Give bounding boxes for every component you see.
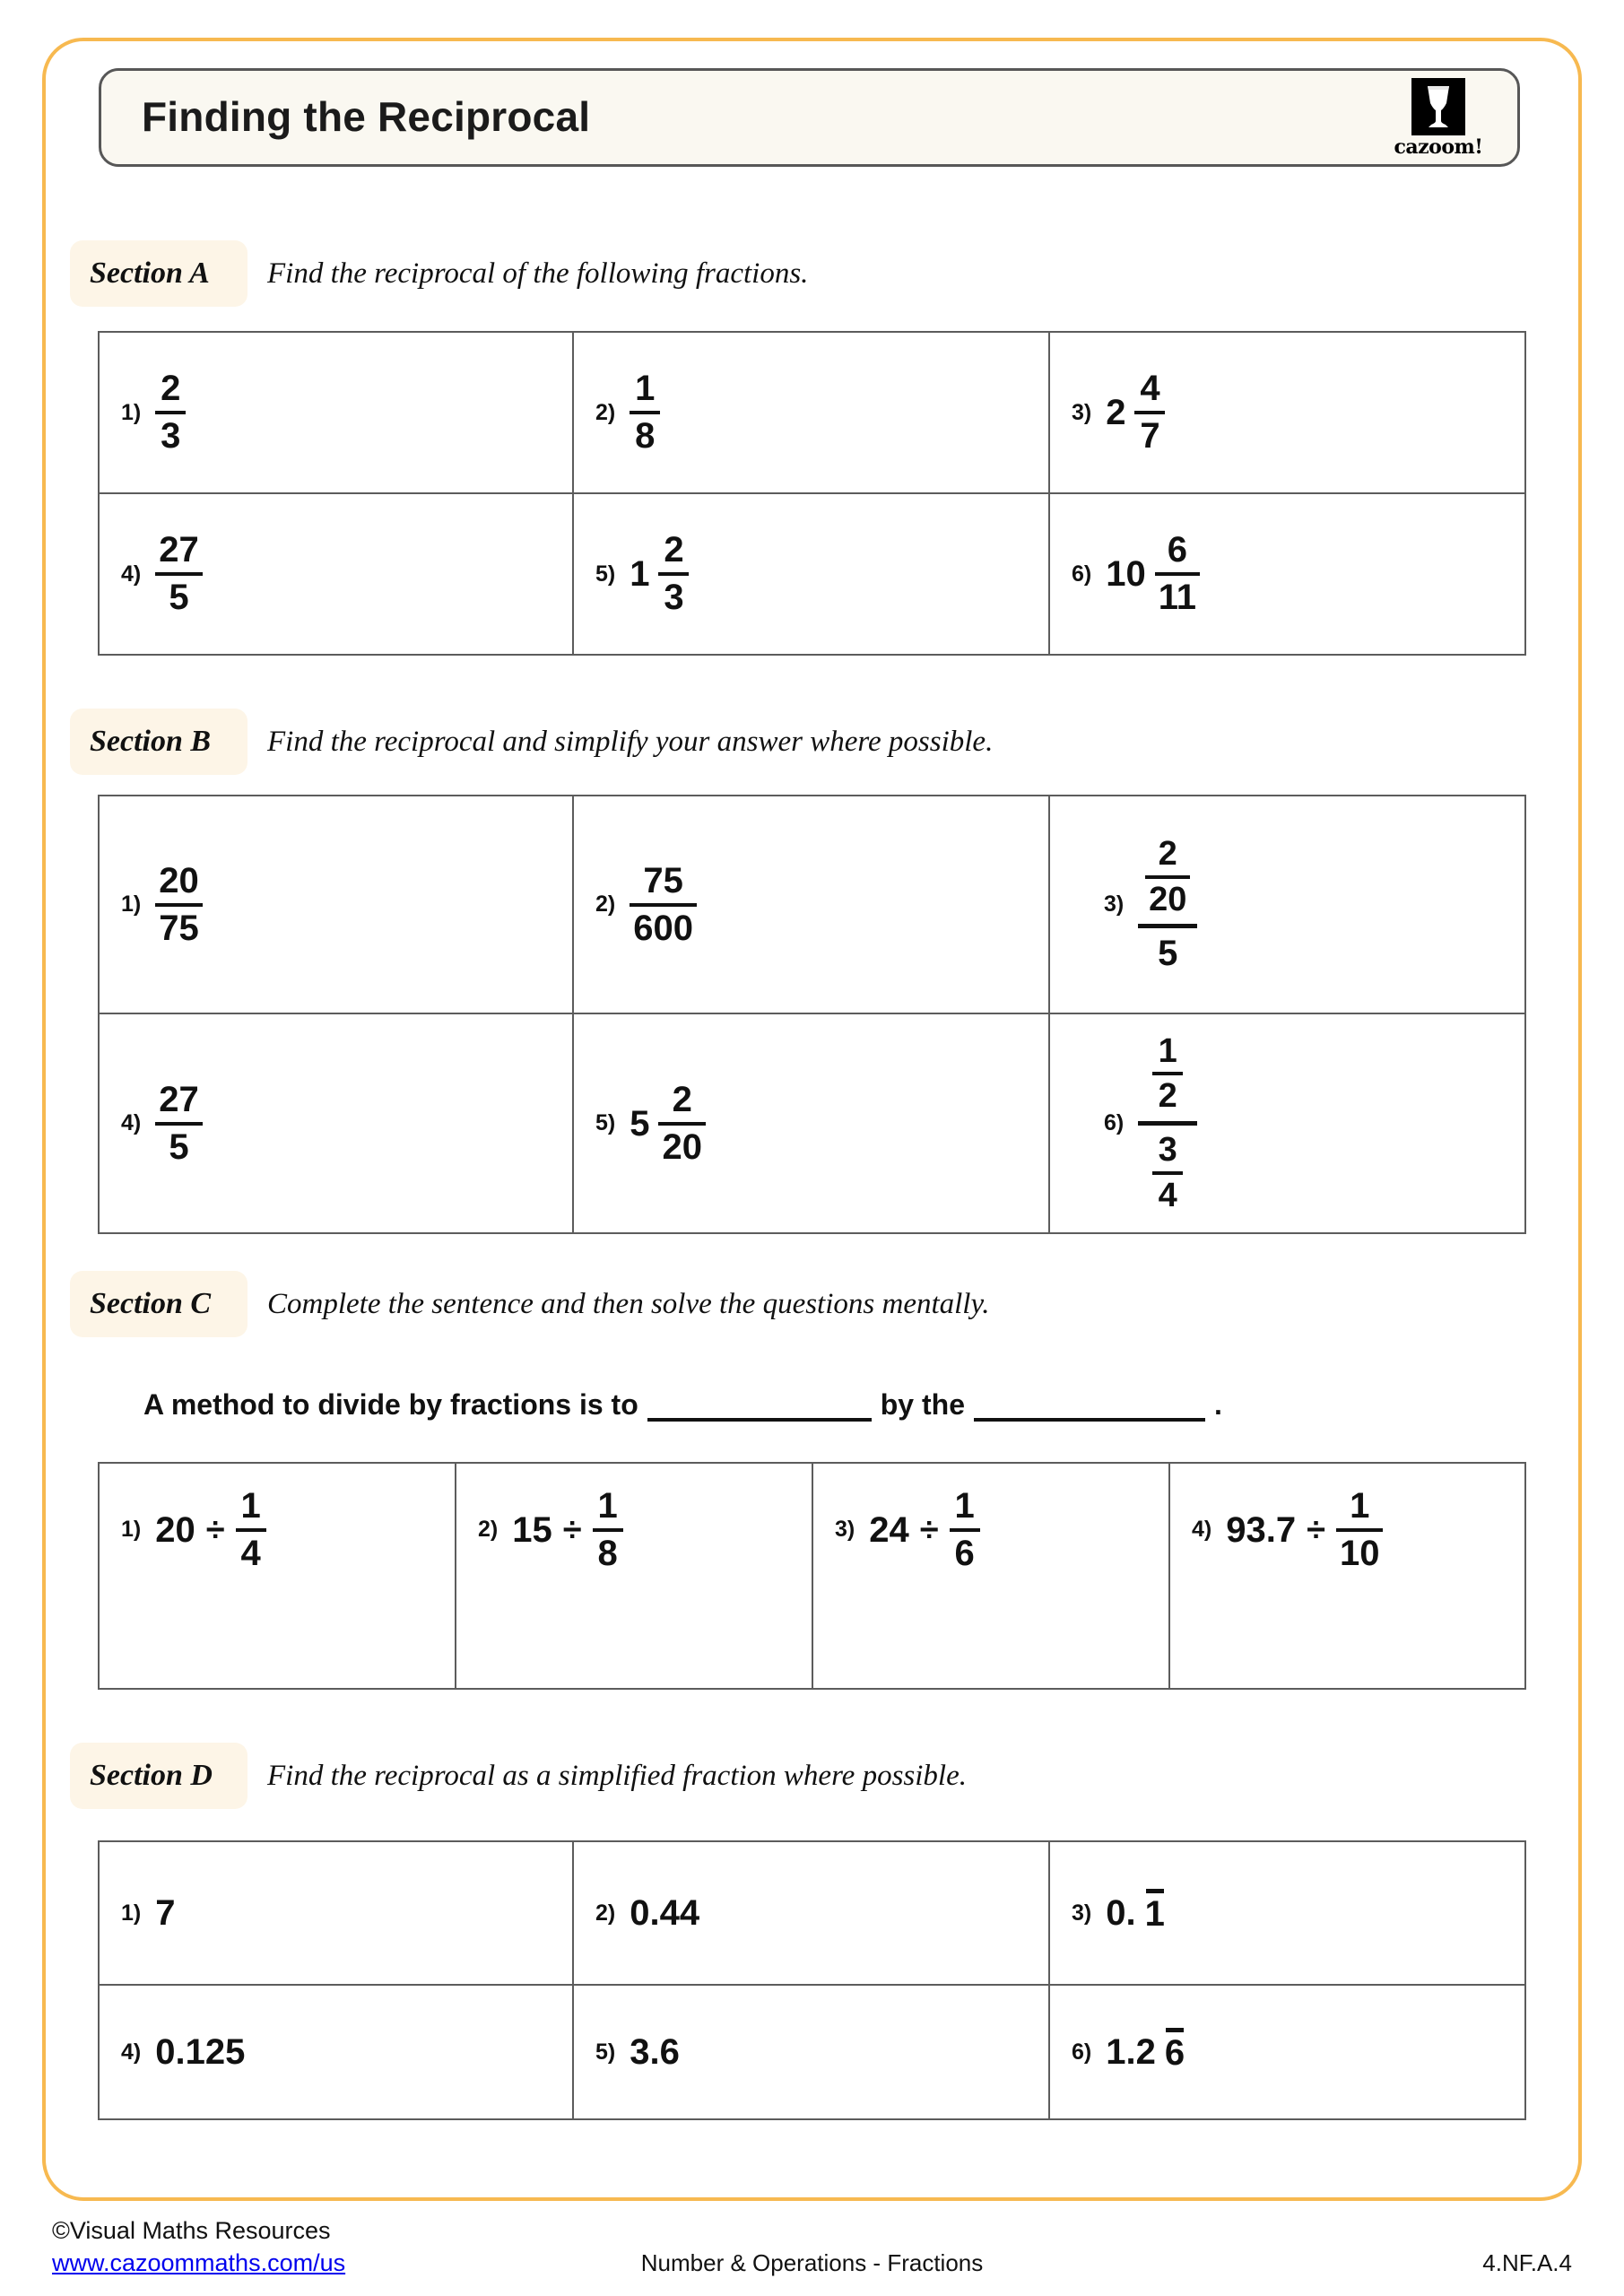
question-cell-a2[interactable] bbox=[573, 332, 1049, 493]
question-cell-d5[interactable] bbox=[573, 1985, 1049, 2119]
repeating-decimal-digits: 1 bbox=[1144, 1894, 1165, 1934]
page-footer bbox=[0, 2215, 1624, 2292]
fraction: $\frac{75}{600}$ bbox=[630, 862, 697, 948]
question-number: 3) bbox=[1072, 399, 1092, 425]
question-cell-c3[interactable] bbox=[812, 1463, 1169, 1689]
section-chip-c bbox=[70, 1271, 248, 1337]
title-banner bbox=[99, 68, 1520, 167]
whole-number: 15 bbox=[512, 1509, 552, 1550]
division-operator: ÷ bbox=[205, 1510, 225, 1549]
question-cell-d1[interactable] bbox=[99, 1841, 573, 1985]
question-expression bbox=[630, 1895, 699, 1931]
section-description-b: Find the reciprocal and simplify your answer where possible. bbox=[267, 725, 994, 758]
question-expression bbox=[155, 2034, 245, 2070]
fraction-bar bbox=[155, 411, 186, 414]
division-operator: ÷ bbox=[562, 1510, 582, 1549]
decimal-value-prefix: 1.2 bbox=[1106, 2032, 1156, 2072]
section-b-table bbox=[98, 795, 1526, 1234]
whole-number: 10 bbox=[1106, 554, 1146, 594]
question-expression bbox=[630, 2034, 680, 2070]
table-row bbox=[99, 493, 1525, 655]
footer-website-link[interactable]: www.cazoommaths.com/us bbox=[52, 2248, 346, 2276]
question-number: 1) bbox=[121, 891, 142, 917]
complex-fraction bbox=[1138, 1033, 1197, 1214]
section-chip-b bbox=[70, 709, 248, 775]
fraction: $\frac{2}{3}$ bbox=[155, 370, 186, 456]
question-number: 3) bbox=[835, 1517, 855, 1543]
question-number: 5) bbox=[595, 2039, 616, 2065]
fraction-bar bbox=[950, 1528, 980, 1532]
question-cell-a6[interactable] bbox=[1049, 493, 1525, 655]
question-expression bbox=[155, 862, 203, 948]
section-label-c: Section C bbox=[90, 1287, 212, 1320]
section-header-d bbox=[70, 1743, 967, 1809]
question-number: 1) bbox=[121, 1517, 142, 1543]
whole-number: 5 bbox=[630, 1103, 650, 1144]
footer-topic: Number & Operations - Fractions bbox=[640, 2249, 984, 2276]
sentence-part-2: by the bbox=[880, 1388, 965, 1421]
question-cell-b3[interactable] bbox=[1049, 796, 1525, 1013]
division-operator: ÷ bbox=[919, 1510, 939, 1549]
sentence-blank-2[interactable] bbox=[974, 1395, 1205, 1422]
section-description-c: Complete the sentence and then solve the questions mentally. bbox=[267, 1287, 990, 1320]
question-number: 5) bbox=[595, 561, 616, 587]
section-header-c bbox=[70, 1271, 990, 1337]
fraction-bar bbox=[236, 1528, 266, 1532]
section-chip-a bbox=[70, 240, 248, 307]
question-number: 6) bbox=[1072, 561, 1092, 587]
question-expression bbox=[155, 370, 186, 456]
fraction: $\frac{2}{20}$ bbox=[658, 1081, 706, 1167]
question-cell-c2[interactable] bbox=[456, 1463, 812, 1689]
whole-number: 20 bbox=[155, 1509, 195, 1550]
section-a-table bbox=[98, 331, 1526, 656]
question-cell-b6[interactable] bbox=[1049, 1013, 1525, 1233]
fraction: $\frac{1}{8}$ bbox=[630, 370, 660, 456]
footer-copyright: ©Visual Maths Resources bbox=[52, 2217, 331, 2244]
fraction-bar bbox=[155, 903, 203, 907]
question-number: 2) bbox=[478, 1517, 499, 1543]
cazoom-goblet-icon bbox=[1411, 78, 1465, 135]
decimal-value: 3.6 bbox=[630, 2032, 680, 2072]
fraction-bar bbox=[658, 572, 689, 576]
fraction-denominator-stack: $\frac{3}{4}$ bbox=[1152, 1132, 1183, 1214]
division-operator: ÷ bbox=[1307, 1510, 1325, 1549]
sentence-blank-1[interactable] bbox=[647, 1395, 872, 1422]
question-expression bbox=[512, 1487, 622, 1573]
question-cell-d4[interactable] bbox=[99, 1985, 573, 2119]
question-number: 3) bbox=[1104, 891, 1125, 917]
fraction: $\frac{1}{10}$ bbox=[1336, 1487, 1384, 1573]
question-number: 2) bbox=[595, 399, 616, 425]
fraction-bar bbox=[1155, 572, 1200, 576]
section-c-table bbox=[98, 1462, 1526, 1690]
sentence-part-3: . bbox=[1213, 1388, 1222, 1421]
question-expression bbox=[155, 1081, 203, 1167]
question-expression bbox=[155, 531, 203, 617]
question-number: 6) bbox=[1072, 2039, 1092, 2065]
sentence-part-1: A method to divide by fractions is to bbox=[143, 1388, 638, 1421]
fraction-bar bbox=[593, 1528, 623, 1532]
section-label-d: Section D bbox=[90, 1759, 213, 1792]
fraction-bar bbox=[658, 1122, 706, 1126]
table-row bbox=[99, 1463, 1525, 1689]
section-label-a: Section A bbox=[90, 257, 210, 290]
fraction-bar bbox=[1152, 1072, 1183, 1075]
decimal-value: 0.44 bbox=[630, 1893, 700, 1933]
fraction-bar bbox=[1145, 875, 1190, 879]
question-number: 1) bbox=[121, 1900, 142, 1926]
question-expression bbox=[1106, 370, 1165, 456]
question-expression bbox=[1106, 1894, 1165, 1932]
fraction-bar bbox=[630, 411, 660, 414]
question-number: 4) bbox=[121, 1110, 142, 1135]
question-expression bbox=[630, 862, 697, 948]
question-cell-d2[interactable] bbox=[573, 1841, 1049, 1985]
fraction-bar bbox=[630, 903, 697, 907]
section-d-table bbox=[98, 1840, 1526, 2120]
question-expression bbox=[155, 1895, 175, 1931]
question-number: 4) bbox=[1192, 1517, 1212, 1543]
brand-wordmark: cazoom! bbox=[1394, 135, 1483, 159]
brand-logo bbox=[1385, 78, 1492, 157]
question-number: 4) bbox=[121, 2039, 142, 2065]
fraction-numerator-stack: $\frac{2}{20}$ bbox=[1145, 836, 1190, 918]
question-cell-b2[interactable] bbox=[573, 796, 1049, 1013]
question-expression bbox=[1106, 2033, 1185, 2071]
section-header-a bbox=[70, 240, 808, 307]
question-cell-b5[interactable] bbox=[573, 1013, 1049, 1233]
decimal-value-prefix: 0. bbox=[1106, 1893, 1136, 1933]
fraction-bar bbox=[155, 572, 203, 576]
question-cell-c4[interactable] bbox=[1169, 1463, 1525, 1689]
table-row bbox=[99, 796, 1525, 1013]
question-number: 6) bbox=[1104, 1110, 1125, 1135]
question-expression bbox=[630, 531, 689, 617]
fraction-bar bbox=[1336, 1528, 1384, 1532]
question-cell-d6[interactable] bbox=[1049, 1985, 1525, 2119]
complex-fraction-bar bbox=[1138, 924, 1197, 928]
decimal-value: 7 bbox=[155, 1893, 176, 1933]
question-expression bbox=[1106, 531, 1200, 617]
question-cell-a4[interactable] bbox=[99, 493, 573, 655]
question-expression bbox=[1138, 1033, 1197, 1214]
fraction: $\frac{1}{6}$ bbox=[950, 1487, 980, 1573]
table-row bbox=[99, 1013, 1525, 1233]
whole-number: 93.7 bbox=[1226, 1509, 1297, 1550]
whole-number: 24 bbox=[869, 1509, 909, 1550]
fraction-bar bbox=[1152, 1171, 1183, 1175]
fraction: $\frac{1}{4}$ bbox=[236, 1487, 266, 1573]
section-header-b bbox=[70, 709, 993, 775]
section-description-d: Find the reciprocal as a simplified fraction where possible. bbox=[267, 1759, 967, 1792]
question-number: 1) bbox=[121, 399, 142, 425]
fraction: $\frac{6}{11}$ bbox=[1155, 531, 1200, 617]
section-chip-d bbox=[70, 1743, 248, 1809]
table-row bbox=[99, 332, 1525, 493]
question-cell-d3[interactable] bbox=[1049, 1841, 1525, 1985]
question-cell-a3[interactable] bbox=[1049, 332, 1525, 493]
complex-fraction-bar bbox=[1138, 1121, 1197, 1126]
fraction: $\frac{27}{5}$ bbox=[155, 1081, 203, 1167]
question-number: 5) bbox=[595, 1110, 616, 1135]
question-expression bbox=[869, 1487, 979, 1573]
table-row bbox=[99, 1841, 1525, 1985]
section-label-b: Section B bbox=[90, 725, 212, 758]
question-expression bbox=[155, 1487, 265, 1573]
fraction-denominator-value: 5 bbox=[1158, 934, 1178, 974]
complex-fraction bbox=[1138, 836, 1197, 973]
fraction: $\frac{20}{75}$ bbox=[155, 862, 203, 948]
whole-number: 2 bbox=[1106, 393, 1126, 432]
fill-in-the-blank-sentence bbox=[143, 1388, 1222, 1422]
question-cell-b4[interactable] bbox=[99, 1013, 573, 1233]
question-expression bbox=[1226, 1487, 1383, 1573]
fraction: $\frac{1}{8}$ bbox=[593, 1487, 623, 1573]
table-row bbox=[99, 1985, 1525, 2119]
fraction-bar bbox=[1134, 411, 1165, 414]
section-description-a: Find the reciprocal of the following fractions. bbox=[267, 257, 809, 290]
question-number: 2) bbox=[595, 891, 616, 917]
question-cell-a5[interactable] bbox=[573, 493, 1049, 655]
fraction: $\frac{2}{3}$ bbox=[658, 531, 689, 617]
decimal-value: 0.125 bbox=[155, 2032, 246, 2072]
question-number: 3) bbox=[1072, 1900, 1092, 1926]
page-title: Finding the Reciprocal bbox=[142, 92, 591, 140]
fraction-bar bbox=[155, 1122, 203, 1126]
question-cell-c1[interactable] bbox=[99, 1463, 456, 1689]
question-expression bbox=[630, 370, 660, 456]
question-cell-a1[interactable] bbox=[99, 332, 573, 493]
question-expression bbox=[630, 1081, 706, 1167]
question-cell-b1[interactable] bbox=[99, 796, 573, 1013]
fraction: $\frac{4}{7}$ bbox=[1134, 370, 1165, 456]
question-number: 4) bbox=[121, 561, 142, 587]
repeating-decimal-digits: 6 bbox=[1164, 2033, 1185, 2073]
fraction-numerator-stack: $\frac{1}{2}$ bbox=[1152, 1033, 1183, 1116]
fraction: $\frac{27}{5}$ bbox=[155, 531, 203, 617]
whole-number: 1 bbox=[630, 554, 650, 594]
footer-standard-code: 4.NF.A.4 bbox=[1482, 2249, 1572, 2276]
question-number: 2) bbox=[595, 1900, 616, 1926]
question-expression bbox=[1138, 836, 1197, 973]
